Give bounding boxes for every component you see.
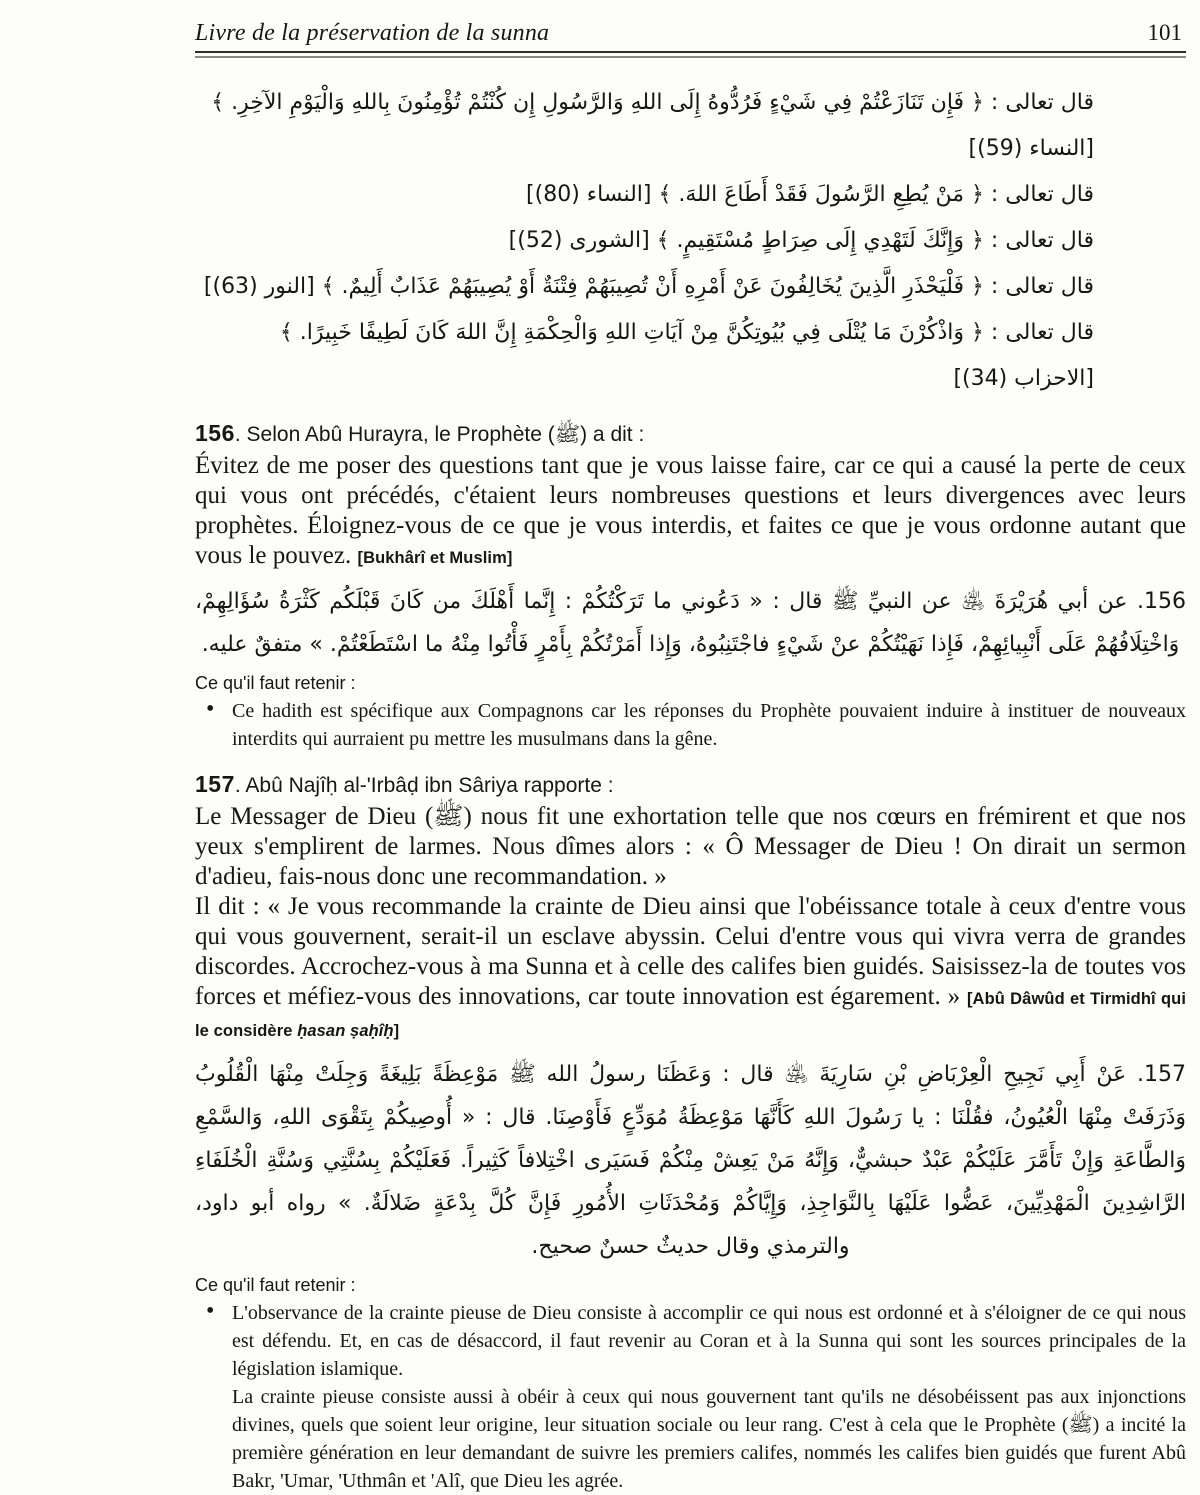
- header-rule: [195, 51, 1186, 58]
- hadith-157-arabic-text: 157. عَنْ أَبِي نَجِيحِ الْعِرْبَاضِ بْنِ سَارِيَةَ ﵁ قال : وَعَظَنَا رسولُ الله ﷺ مَوْعِظَةً بَلِيغَةً وَجِلَتْ مِنْهَا الْقُلُوبُ وَذَرَفَتْ مِنْهَا الْعُيُونُ، فقُلْنَا : يا رَسُولَ اللهِ كَأَنَّهَا مَوْعِظَةُ مُوَدِّعٍ فَأَوْصِنَا. قال : « أُوصِيكُمْ بِتَقْوَى اللهِ، وَالسَّمْعِ وَالطَّاعَةِ وَإِنْ تَأَمَّرَ عَلَيْكُمْ عَبْدٌ حبشيٌّ، وَإِنَّهُ مَنْ يَعِشْ مِنْكُمْ فَسَيَرى اخْتِلافاً كَثِيراً. فَعَلَيْكُمْ بِسُنَّتِي وَسُنَّةِ الْخُلَفَاءِ الرَّاشِدِينَ الْمَهْدِيِّينَ، عَضُّوا عَلَيْهَا بِالنَّوَاجِذِ، وَإِيَّاكُمْ وَمُحْدَثَاتِ الأُمُورِ فَإِنَّ كُلَّ بِدْعَةٍ ضَلالَةٌ. » رواه أبو داود، والترمذي وقال حديثٌ حسنٌ صحيح.: [195, 1062, 1186, 1259]
- hadith-156-source: [Bukhârî et Muslim]: [357, 549, 513, 567]
- running-title: Livre de la préservation de la sunna: [195, 20, 550, 46]
- quran-verse-nur-63: قال تعالى : ﴿ فَلْيَحْذَرِ الَّذِينَ يُخَالِفُونَ عَنْ أَمْرِهِ أَنْ تُصِيبَهُمْ فِتْنَةٌ أَوْ يُصِيبَهُمْ عَذَابٌ أَلِيمٌ. ﴾ [النور (63)]: [203, 274, 1094, 299]
- hadith-156-body: Évitez de me poser des questions tant que je vous laisse faire, car ce qui a causé la perte de ceux qui vous ont précédés, c'étaient leurs nombreuses questions et leurs divergences avec leurs prophètes. Éloignez-vous de ce que je vous interdis, et faites ce que je vous ordonne autant que vous le pouvez.: [195, 452, 1186, 569]
- hadith-157-french-text-1: Le Messager de Dieu (ﷺ) nous fit une exhortation telle que nos cœurs en frémirent et que nos yeux s'emplirent de larmes. Nous dîmes alors : « Ô Messager de Dieu ! On dirait un sermon d'adieu, fais-nous donc une recommandation. »: [195, 803, 1186, 890]
- retenir-item: • L'observance de la crainte pieuse de Dieu consiste à accomplir ce qui nous est ordonné et à s'éloigner de ce qui nous est défendu. Et, en cas de désaccord, il faut revenir au Coran et à la Sunna qui sont les sources principales de la législation islamique.: [232, 1299, 1186, 1383]
- quran-verse-nisa-59: قال تعالى : ﴿ فَإِن تَنَازَعْتُمْ فِي شَيْءٍ فَرُدُّوهُ إِلَى اللهِ وَالرَّسُولِ إِن كُنْتُمْ تُؤْمِنُونَ بِاللهِ وَالْيَوْمِ الآخِرِ. ﴾ [النساء (59)]: [211, 90, 1094, 161]
- hadith-157-narrator: . Abû Najîḥ al-'Irbâḍ ibn Sâriya rapporte :: [234, 774, 614, 797]
- quran-verse-ahzab-34: قال تعالى : ﴿ وَاذْكُرْنَ مَا يُتْلَى فِي بُيُوتِكُنَّ مِنْ آيَاتِ اللهِ وَالْحِكْمَةِ إِنَّ اللهَ كَانَ لَطِيفًا خَبِيرًا. ﴾ [الاحزاب (34)]: [279, 320, 1094, 391]
- retenir-label-157: Ce qu'il faut retenir :: [195, 1275, 356, 1295]
- hadith-156-heading: [195, 420, 1186, 448]
- hadith-157-heading: [195, 771, 1186, 799]
- quran-verse-nisa-80: قال تعالى : ﴿ مَنْ يُطِعِ الرَّسُولَ فَقَدْ أَطَاعَ اللهَ. ﴾ [النساء (80)]: [526, 182, 1094, 207]
- hadith-157-body2: Il dit : « Je vous recommande la crainte de Dieu ainsi que l'obéissance totale à ceux d'entre vous qui vous gouvernent, serait-il un esclave abyssin. Celui d'entre vous qui vivra verra de grandes discordes. Accrochez-vous à ma Sunna et à celle des califes bien guidés. Saisissez-la de toutes vos forces et méfiez-vous des innovations, car toute innovation est égarement. »: [195, 893, 1186, 1010]
- hadith-156-number: 156: [195, 420, 235, 446]
- hadith-156-french-text: [195, 451, 1186, 573]
- header-rule-bottom-line: [195, 56, 1186, 58]
- hadith-156-narrator: . Selon Abû Hurayra, le Prophète (ﷺ) a dit :: [234, 423, 645, 446]
- retenir-item: • Ce hadith est spécifique aux Compagnons car les réponses du Prophète pouvaient induire à instituer de nouveaux interdits qui aurraient pu mettre les musulmans dans la gêne.: [232, 697, 1186, 753]
- hadith-157-french-text-2: [195, 892, 1186, 1046]
- page-number: 101: [1147, 20, 1182, 45]
- hadith-156-arabic-text: 156. عن أبي هُرَيْرَةَ ﵁ عن النبيِّ ﷺ قال : « دَعُوني ما تَرَكْتُكُمْ : إِنَّما أَهْلَكَ من كَانَ قَبْلَكُم كَثْرَةُ سُؤَالِهِمْ، وَاخْتِلَافُهُمْ عَلَى أَنْبِيائِهِمْ، فَإِذا نَهَيْتُكُمْ عنْ شَيْءٍ فاجْتَنِبُوهُ، وَإِذا أَمَرْتُكُمْ بِأَمْرٍ فَأْتُوا مِنْهُ ما اسْتَطَعْتُمْ. » متفقٌ عليه.: [195, 589, 1186, 657]
- header-rule-top-line: [195, 51, 1186, 53]
- retenir-label-156: Ce qu'il faut retenir :: [195, 673, 356, 693]
- retenir-list-156: [232, 697, 1186, 753]
- hadith-157-section: [195, 771, 1186, 1495]
- hadith-156-section: [195, 420, 1186, 753]
- quran-verse-shura-52: قال تعالى : ﴿ وَإِنَّكَ لَتَهْدِي إِلَى صِرَاطٍ مُسْتَقِيمٍ. ﴾ [الشورى (52)]: [508, 228, 1094, 253]
- hadith-157-source-grade: ḥasan ṣaḥîḥ: [297, 1022, 394, 1040]
- hadith-157-source-prefix: [Abû Dâwûd et Tirmidhî qui le considère: [195, 990, 1186, 1040]
- retenir-list-157: [232, 1299, 1186, 1495]
- retenir-item-continuation: La crainte pieuse consiste aussi à obéir à ceux qui nous gouvernent tant qu'ils ne désobéissent pas aux injonctions divines, quels que soient leur origine, leur situation sociale ou leur rang. C'est à cela que le Prophète (ﷺ) a incité la première génération en leur demandant de suivre les premiers califes, nommés les califes bien guidés que furent Abû Bakr, 'Umar, 'Uthmân et 'Alî, que Dieu les agrée.: [232, 1386, 1186, 1492]
- quran-verses-block: [195, 80, 1186, 402]
- hadith-157-source-suffix: ]: [393, 1022, 400, 1040]
- page-header: [195, 20, 1186, 46]
- hadith-157-number: 157: [195, 771, 235, 797]
